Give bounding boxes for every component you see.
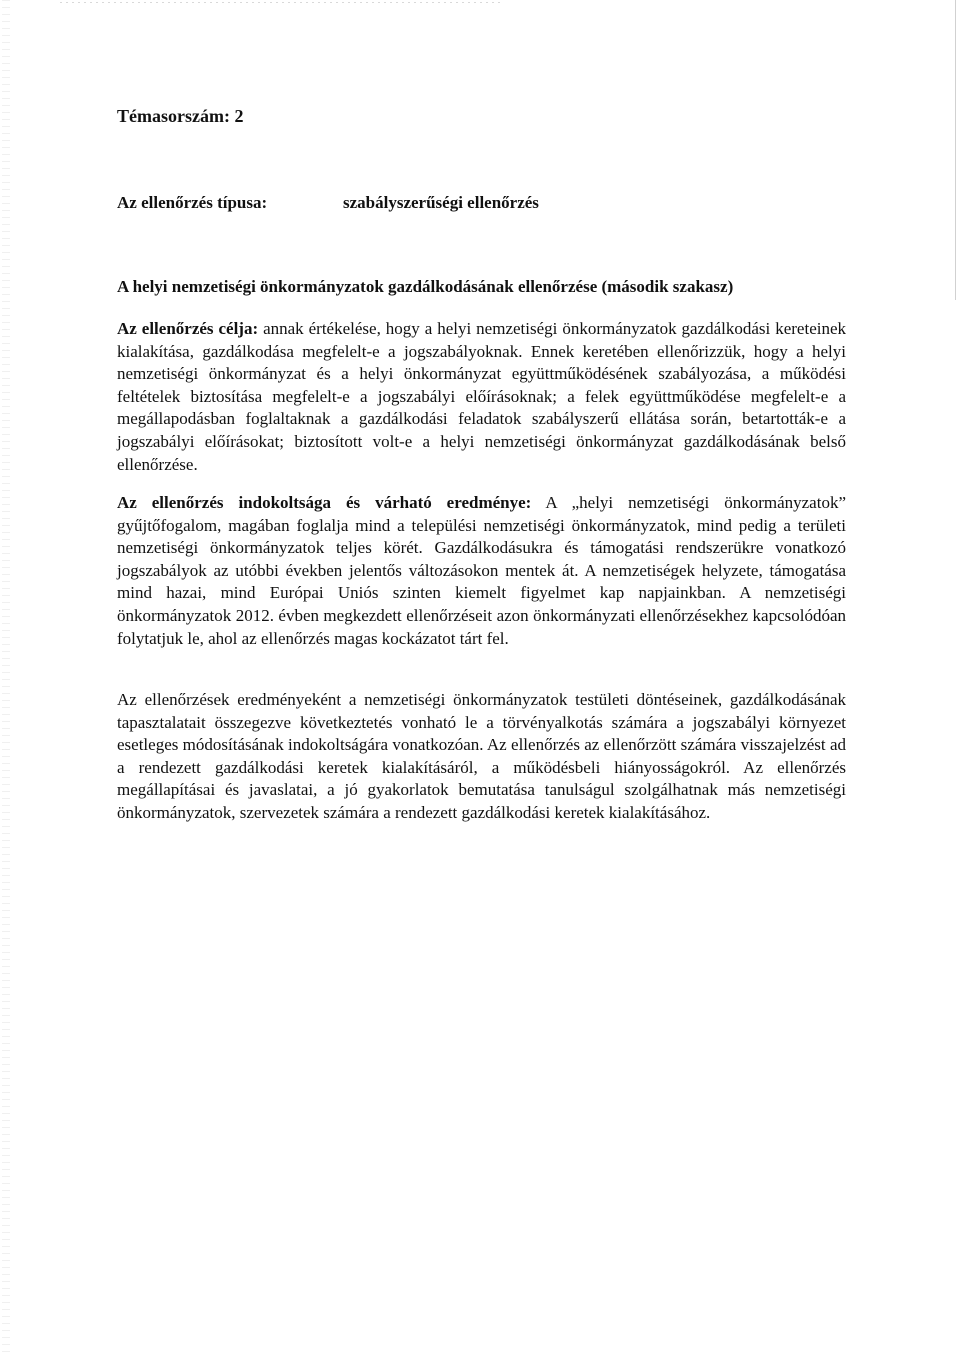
- results-paragraph: [117, 689, 846, 825]
- justification-lead: Az ellenőrzés indokoltsága és várható eredménye:: [117, 493, 532, 512]
- check-type-label: Az ellenőrzés típusa:: [117, 193, 268, 212]
- scan-edge-top: [60, 2, 500, 3]
- justification-text: A „helyi nemzetiségi önkormányzatok” gyűjtőfogalom, magában foglalja mind a települési nemzetiségi önkormányzatok, mind pedig a területi nemzetiségi önkormányzatok teljes körét. Gazdálkodásukra és támogatási rendszerükre vonatkozó jogszabályok az utóbbi években jelentős változásokon mentek át. A nemzetiségek helyzete, támogatása mind hazai, mind Európai Uniós szinten kiemelt figyelmet kap napjainkban. A nemzetiségi önkormányzatok 2012. évben megkezdett ellenőrzéseit azon önkormányzati ellenőrzésekhez kapcsolódóan folytatjuk le, ahol az ellenőrzés magas kockázatot tárt fel.: [117, 493, 846, 648]
- subject-title: A helyi nemzetiségi önkormányzatok gazdálkodásának ellenőrzése (második szakasz): [117, 277, 734, 296]
- check-type-row: [117, 192, 539, 215]
- scan-edge-left: [2, 0, 10, 1357]
- goal-paragraph: [117, 318, 846, 476]
- goal-lead: Az ellenőrzés célja:: [117, 319, 259, 338]
- scan-edge-right: [955, 0, 956, 300]
- justification-paragraph: [117, 492, 846, 650]
- check-type-value: szabályszerűségi ellenőrzés: [343, 193, 539, 212]
- results-text: Az ellenőrzések eredményeként a nemzetiségi önkormányzatok testületi döntéseinek, gazdálkodásának tapasztalatait összegezve következtetés vonható le a törvényalkotás számára a jogszabályi környezet esetleges módosításának indokoltságára vonatkozóan. Az ellenőrzés az ellenőrzött számára visszajelzést ad a rendezett gazdálkodási keretek kialakításáról, a működésbeli hiányosságokról. Az ellenőrzés megállapításai és javaslatai, a jó gyakorlatok bemutatása tanulságul szolgálhatnak más nemzetiségi önkormányzatok, szervezetek számára a rendezett gazdálkodási keretek kialakításához.: [117, 690, 846, 822]
- goal-text: annak értékelése, hogy a helyi nemzetiségi önkormányzatok gazdálkodási kereteinek kialakítása, gazdálkodása megfelelt-e a jogszabályoknak. Ennek keretében ellenőrizzük, hogy a helyi nemzetiségi önkormányzat és a helyi önkormányzat együttműködésének szabályozása, a működési feltételek biztosítása megfelelt-e a jogszabályi előírásoknak; a felek együttműködése megfelelt-e a megállapodásban foglaltaknak a gazdálkodási feladatok szabályszerű ellátása során, betartották-e a jogszabályi előírásokat; biztosított volt-e a helyi nemzetiségi önkormányzat gazdálkodásának belső ellenőrzése.: [117, 319, 847, 474]
- topic-number: Témasorszám: 2: [117, 106, 244, 126]
